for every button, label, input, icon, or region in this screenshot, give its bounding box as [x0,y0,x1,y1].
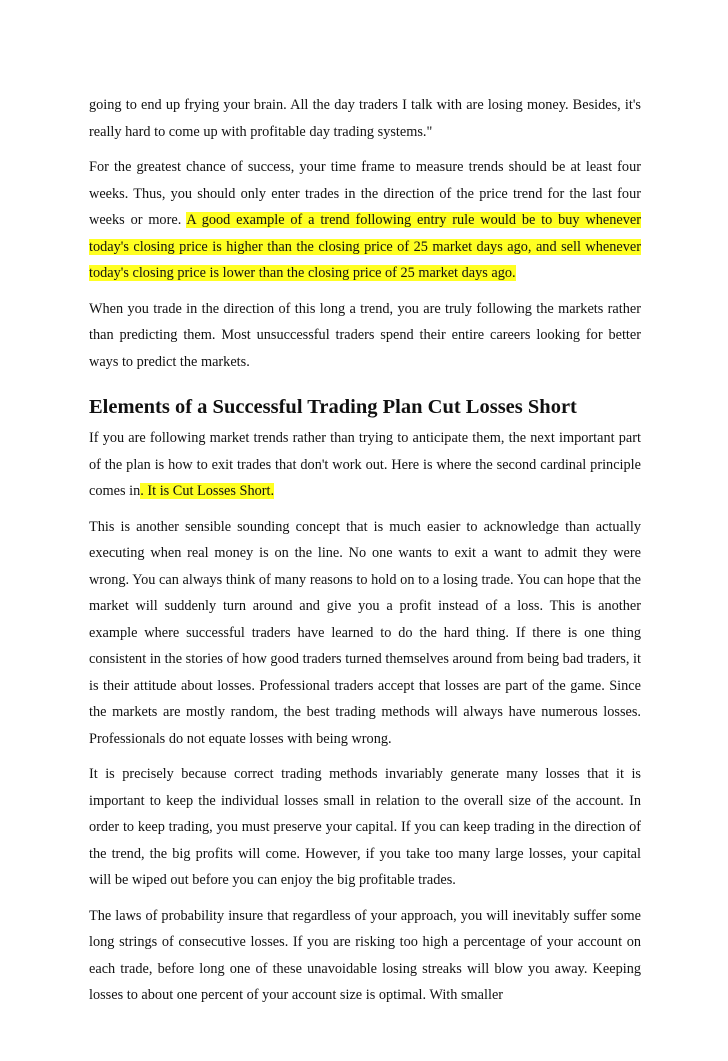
paragraph-4 [89,425,641,505]
paragraph-4-highlight: . It is Cut Losses Short. [140,483,275,499]
paragraph-7-text: The laws of probability insure that regardless of your approach, you will inevitably suffer some long strings of consecutive losses. If you are risking too high a percentage of your account on each trade, before long one of these unavoidable losing streaks will blow you away. Keeping losses to about one percent of your account size is optimal. With smaller [89,907,641,1003]
paragraph-5 [89,514,641,753]
paragraph-2-highlight: A good example of a trend following entry rule would be to buy whenever today's closing price is higher than the closing price of 25 market days ago, and sell whenever today's closing price is lower than the closing price of 25 market days ago. [89,212,641,281]
paragraph-5-text: This is another sensible sounding concept that is much easier to acknowledge than actually executing when real money is on the line. No one wants to exit a want to admit they were wrong. You can always think of many reasons to hold on to a losing trade. You can hope that the market will suddenly turn around and give you a profit instead of a loss. This is another example where successful traders have learned to do the hard thing. If there is one thing consistent in the stories of how good traders turned themselves around from being bad traders, it is their attitude about losses. Professional traders accept that losses are part of the game. Since the markets are mostly random, the best trading methods will always have numerous losses. Professionals do not equate losses with being wrong. [89,518,641,747]
paragraph-1-text: going to end up frying your brain. All the day traders I talk with are losing money. Besides, it's really hard to come up with profitable day trading systems." [89,97,641,140]
document-body [89,92,641,1018]
paragraph-3 [89,296,641,376]
section-heading: Elements of a Successful Trading Plan Cut Losses Short [89,396,577,418]
paragraph-7 [89,903,641,1009]
paragraph-3-text: When you trade in the direction of this long a trend, you are truly following the markets rather than predicting them. Most unsuccessful traders spend their entire careers looking for better ways to predict the markets. [89,300,641,370]
paragraph-4-text: If you are following market trends rather than trying to anticipate them, the next important part of the plan is how to exit trades that don't work out. Here is where the second cardinal principle comes in [89,430,641,499]
paragraph-2 [89,154,641,287]
paragraph-1 [89,92,641,145]
paragraph-6-text: It is precisely because correct trading methods invariably generate many losses that it is important to keep the individual losses small in relation to the overall size of the account. In order to keep trading, you must preserve your capital. If you can keep trading in the direction of the trend, the big profits will come. However, if you take too many large losses, your capital will be wiped out before you can enjoy the big profitable trades. [89,766,641,888]
paragraph-6 [89,761,641,894]
paragraph-2-text: For the greatest chance of success, your time frame to measure trends should be at least four weeks. Thus, you should only enter trades in the direction of the price trend for the last four weeks or more. [89,159,641,228]
